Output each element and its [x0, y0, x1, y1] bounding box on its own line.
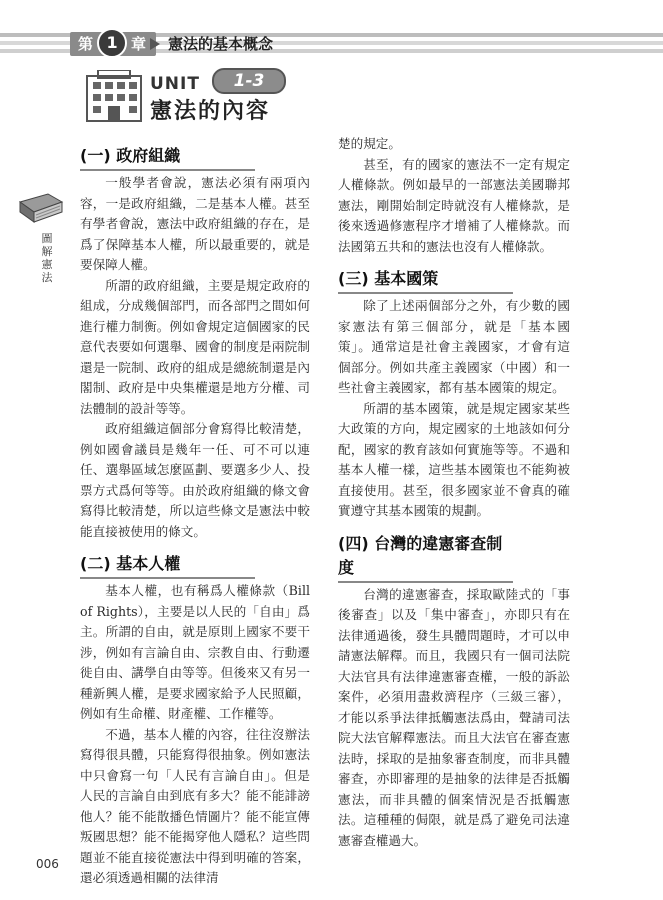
- section-title-human-rights: (二) 基本人權: [80, 552, 255, 579]
- paragraph-continuation: 楚的規定。: [338, 136, 401, 151]
- unit-number-badge: 1-3: [212, 68, 286, 94]
- section-title-national-policy: (三) 基本國策: [338, 267, 513, 294]
- building-icon: [86, 70, 142, 122]
- chapter-number-badge: 1: [97, 28, 127, 58]
- chapter-tab: [70, 32, 156, 56]
- paragraph: 甚至，有的國家的憲法不一定有規定人權條款。例如最早的一部憲法美國聯邦憲法，剛開始制定時就沒有人權條款，是後來透過修憲程序才增補了人權條款。而法國第五共和的憲法也沒有人權條款。: [338, 156, 570, 254]
- paragraph: 所謂的政府組織，主要是規定政府的組成，分成幾個部門，而各部門之間如何進行權力制衡。例如會規定這個國家的民意代表要如何選舉、國會的制度是兩院制還是一院制、政府的組成是總統制還是內閣制、政府是中央集權還是地方分權、司法體制的設計等等。: [80, 277, 310, 416]
- paragraph: 不過，基本人權的內容，往往沒辦法寫得很具體，只能寫得很抽象。例如憲法中只會寫一句「人民有言論自由」。但是人民的言論自由到底有多大？能不能誹謗他人？能不能散播色情圖片？能不能宣傳叛國思想？能不能揭穿他人隱私？這些問題並不能直接從憲法中得到明確的答案，還必須透過相關的法律清: [80, 726, 310, 885]
- paragraph: 除了上述兩個部分之外，有少數的國家憲法有第三個部分，就是「基本國策」。通常這是社會主義國家，才會有這個部分。例如共產主義國家（中國）和一些社會主義國家，都有基本國策的規定。: [338, 298, 570, 395]
- chapter-prefix: 第: [78, 35, 94, 53]
- paragraph: 一般學者會說，憲法必須有兩項內容，一是政府組織，二是基本人權。甚至有學者會說，憲法中政府組織的存在，是爲了保障基本人權，所以最重要的，就是要保障人權。: [80, 175, 310, 272]
- paragraph: 台灣的違憲審查，採取歐陸式的「事後審查」以及「集中審查」，亦即只有在法律通過後，發生具體問題時，才可以申請憲法解釋。而且，我國只有一個司法院大法官具有法律違憲審查權，一般的訴訟案件，必須用盡救濟程序（三級三審），才能以系爭法律抵觸憲法爲由，聲請司法院大法官解釋憲法。而且大法官在審查憲法時，採取的是抽象審查制度，而非具體審查，亦即審理的是抽象的法律是否抵觸憲法，而非具體的個案情況是否抵觸憲法。這種種的侷限，就是爲了避免司法違憲審查權過大。: [338, 586, 570, 848]
- paragraph: 政府組織這個部分會寫得比較清楚，例如國會議員是幾年一任、可不可以連任、選舉區域怎麼區劃、要選多少人、投票方式爲何等等。由於政府組織的條文會寫得比較清楚，所以這些條文是憲法中較能直接被使用的條文。: [80, 421, 310, 539]
- paragraph: 所謂的基本國策，就是規定國家某些大政策的方向，規定國家的土地該如何分配，國家的教育該如何實施等等。不過和基本人權一樣，這些基本國策也不能夠被直接使用。甚至，很多國家並不會真的確實遵守其基本國策的規劃。: [338, 400, 570, 518]
- section-title-judicial-review: (四) 台灣的違憲審查制度: [338, 532, 513, 583]
- chapter-title: 憲法的基本概念: [150, 32, 273, 56]
- sidebar-tag: 圖解憲法: [41, 232, 53, 284]
- chapter-suffix: 章: [131, 35, 147, 53]
- book-icon: [18, 188, 64, 224]
- unit-title: 憲法的內容: [150, 99, 271, 124]
- left-column: [80, 144, 310, 889]
- right-column: [338, 134, 570, 851]
- section-title-government: (一) 政府組織: [80, 144, 255, 171]
- paragraph: 基本人權，也有稱爲人權條款（Bill of Rights），主要是以人民的「自由」爲主。所謂的自由，就是原則上國家不要干涉，例如有言論自由、宗教自由、行動遷徙自由、講學自由等等。但後來又有另一種新興人權，是要求國家給予人民照顧，例如有生命權、財產權、工作權等。: [80, 583, 310, 721]
- unit-label: UNIT: [150, 74, 200, 94]
- page-number: 006: [36, 857, 59, 871]
